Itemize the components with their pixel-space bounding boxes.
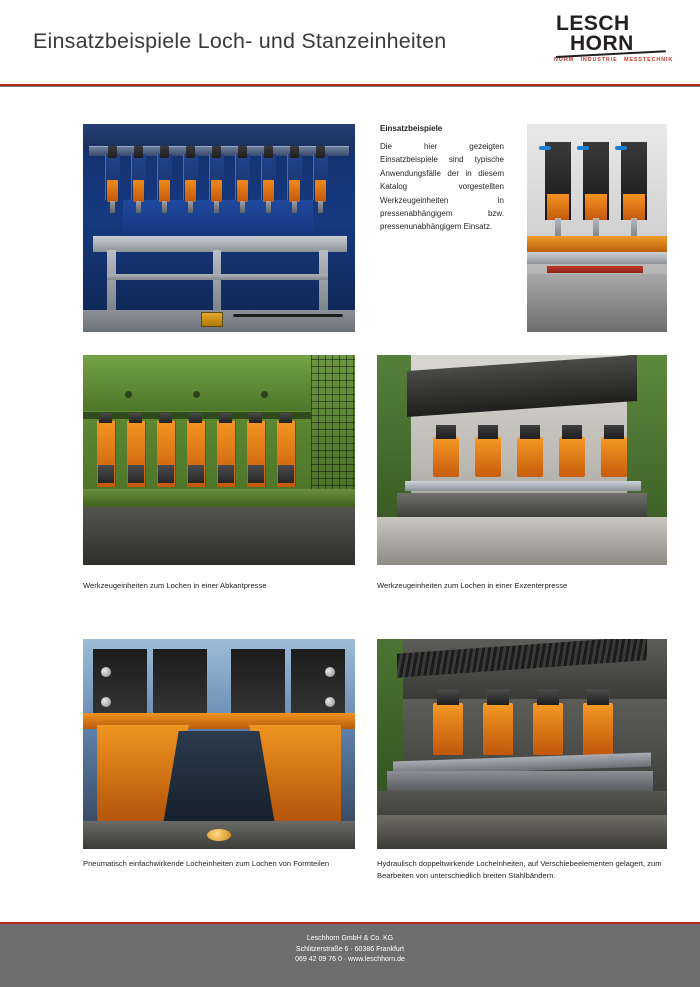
photo5-panel [291,649,345,713]
photo1-cable [233,314,343,317]
photo1-tool-unit [209,154,224,200]
figure-press-brake-punching-units [83,124,355,332]
figure-tool-units-press-brake [83,355,355,565]
logo-subline [552,57,674,63]
photo4-tool-unit [601,437,627,477]
photo4-tool-unit [475,437,501,477]
photo5-panel [231,649,285,713]
photo1-foot-pedal [201,312,223,327]
photo4-foreground [377,517,667,565]
photo1-tool-unit [105,154,120,200]
logo-wordmark [552,14,670,54]
photo1-frame-left [107,250,116,312]
caption-hydraulic-double-acting-units: Hydraulisch doppeltwirkende Locheinheiten, auf Verschiebeelementen gelagert, zum Bearbeiten von unterschiedlich breiten Stahlbändern. [377,859,662,880]
photo1-tool-unit [131,154,146,200]
photo3-bolt [125,391,132,398]
photo3-tool-unit [157,421,176,487]
photo1-tool-unit [287,154,302,200]
photo4-tool-unit [559,437,585,477]
caption-tool-units-press-brake: Werkzeugeinheiten zum Lochen in einer Abkantpresse [83,581,267,590]
photo3-bolt [193,391,200,398]
photo5-bolt [101,667,111,677]
photo2-floor [527,274,667,332]
figure-tool-units-eccentric-press [377,355,667,565]
intro-paragraph: Die hier gezeigten Einsatzbeispiele sind typische Anwendungsfälle der in diesem Katalog vorgestellten Werkzeugeinheiten in pressenabhängigem bzw. pressenunabhängigem Einsatz. [380,142,504,232]
logo-line-2: HORN [570,32,634,55]
logo-line-1: LESCH [556,12,630,35]
logo-subline-2: INDUSTRIE [580,57,618,63]
photo2-orange-base [527,236,667,252]
photo1-tool-unit [235,154,250,200]
photo4-upper-beam [407,355,637,417]
photo1-tool-unit [261,154,276,200]
photo3-machine-bed [83,489,355,507]
photo6-tool-unit [433,703,463,755]
figure-pneumatic-single-acting-units [83,639,355,849]
photo3-tool-unit [127,421,146,487]
photo3-tool-unit [277,421,296,487]
photo6-tool-unit [533,703,563,755]
photo3-tool-unit [97,421,116,487]
photo1-frame-right [319,250,328,312]
photo2-tool-unit [545,142,571,220]
photo4-tool-unit [433,437,459,477]
photo4-table [397,493,647,519]
photo6-steel-band [387,771,653,791]
photo5-bolt [101,697,111,707]
photo6-tool-unit [483,703,513,755]
caption-tool-units-eccentric-press: Werkzeugeinheiten zum Lochen in einer Exzenterpresse [377,581,568,590]
photo6-tool-unit [583,703,613,755]
header-thin-rule [0,86,700,87]
photo1-tool-unit [157,154,172,200]
photo1-tool-unit [183,154,198,200]
photo5-workpiece-table [163,731,275,825]
photo3-bolt [261,391,268,398]
photo1-tool-unit [313,154,328,200]
page-title: Einsatzbeispiele Loch- und Stanzeinheiten [33,29,447,53]
page-header [0,0,700,86]
photo2-tool-unit [621,142,647,220]
footer-company: Leschhorn GmbH & Co. KG [306,935,394,942]
photo1-crossbar [107,274,328,280]
photo5-bolt [325,667,335,677]
photo2-tool-unit [583,142,609,220]
photo4-tool-unit [517,437,543,477]
intro-heading: Einsatzbeispiele [380,124,443,133]
photo3-lower-front [83,507,355,565]
photo2-red-element [547,266,643,273]
photo3-tool-unit [217,421,236,487]
photo5-knob [207,829,231,841]
intro-text-block [380,124,504,234]
company-logo [552,12,674,72]
photo5-bolt [325,697,335,707]
photo2-base-plate [527,252,667,264]
photo5-panel [153,649,207,713]
figure-hydraulic-double-acting-units [377,639,667,849]
photo6-floor [377,815,667,849]
photo3-tool-unit [187,421,206,487]
photo3-tool-unit [247,421,266,487]
photo1-frame-middle [213,250,221,312]
footer-contact: 069 42 09 76 0 · www.leschhorn.de [295,956,405,963]
photo3-safety-guard [311,355,355,507]
logo-subline-3: MESSTECHNIK [624,57,674,63]
caption-pneumatic-single-acting-units: Pneumatisch einfachwirkende Locheinheiten zum Lochen von Formteilen [83,859,330,868]
footer-text [0,934,700,966]
footer-address: Schlitzerstraße 6 · 60386 Frankfurt [295,945,405,953]
photo4-steel-strip [405,481,641,491]
logo-subline-1: NORM [554,57,575,63]
figure-vertical-punching-units [527,124,667,332]
